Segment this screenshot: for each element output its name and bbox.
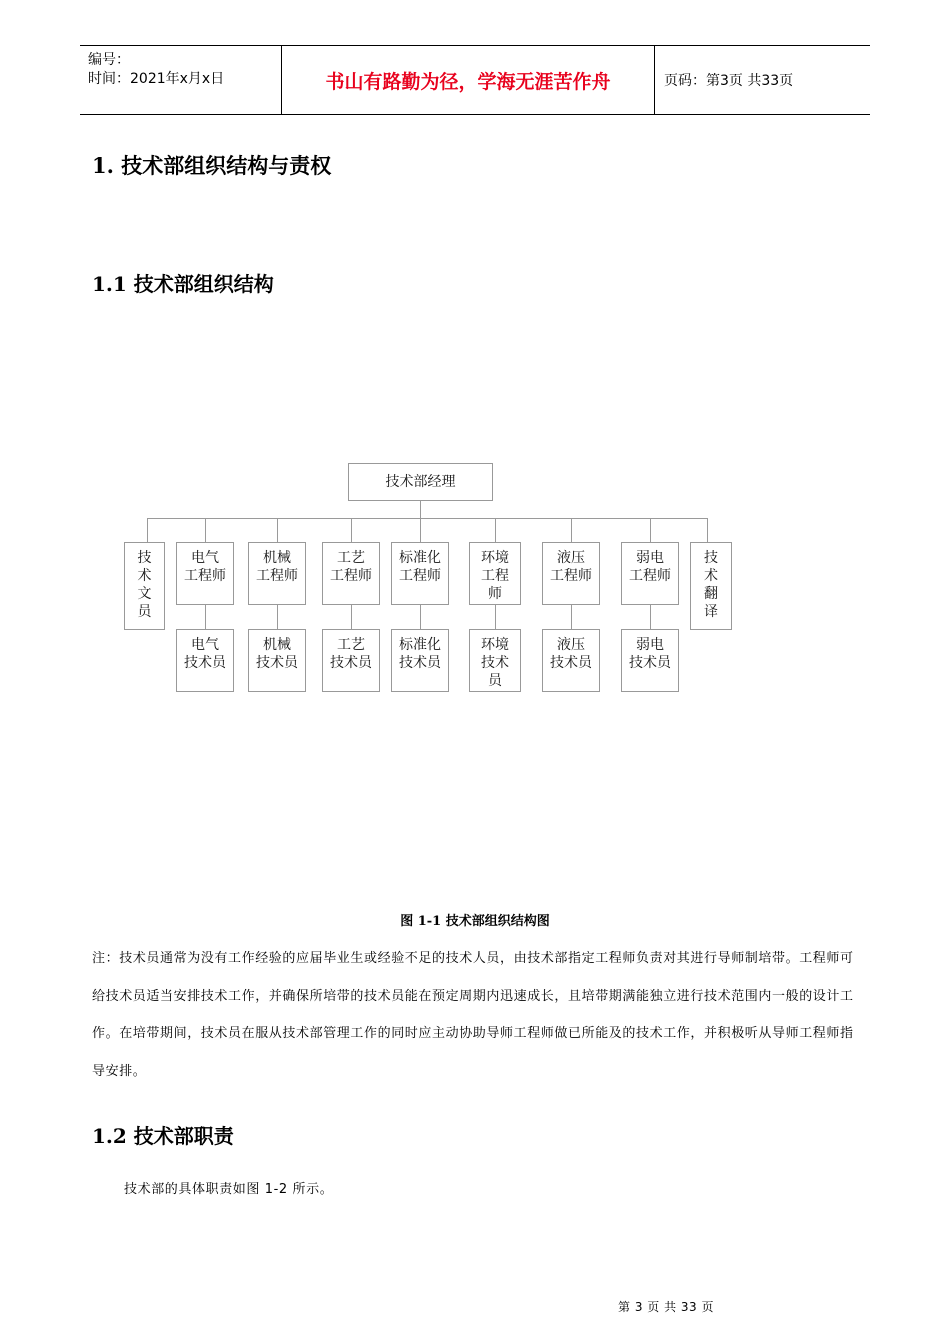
page-header [80, 45, 870, 115]
org-node-engineer: 标准化 工程师 [391, 542, 449, 605]
org-node-clerk: 技 术 文 员 [124, 542, 165, 630]
document-time-label: 时间：2021年x月x日 [88, 71, 225, 87]
connector-line [205, 518, 206, 543]
connector-line [420, 518, 421, 543]
org-node-technician: 电气 技术员 [176, 629, 234, 692]
org-node-technician: 工艺 技术员 [322, 629, 380, 692]
header-meta-cell [80, 46, 280, 114]
connector-line [420, 500, 421, 518]
header-page-info: 页码：第3页 共33页 [664, 73, 794, 89]
connector-line [650, 604, 651, 630]
org-node-engineer: 电气 工程师 [176, 542, 234, 605]
connector-line [495, 518, 496, 543]
section-heading-1-1: 1.1 技术部组织结构 [92, 272, 274, 296]
org-node-engineer: 工艺 工程师 [322, 542, 380, 605]
connector-line [650, 518, 651, 543]
org-node-engineer: 弱电 工程师 [621, 542, 679, 605]
org-node-engineer: 液压 工程师 [542, 542, 600, 605]
connector-line [277, 518, 278, 543]
connector-line [147, 518, 148, 543]
figure-caption: 图 1-1 技术部组织结构图 [400, 914, 550, 929]
org-node-translator: 技 术 翻 译 [690, 542, 732, 630]
org-node-technician: 环境 技术 员 [469, 629, 521, 692]
connector-line [420, 604, 421, 630]
org-node-technician: 标准化 技术员 [391, 629, 449, 692]
duties-paragraph: 技术部的具体职责如图 1-2 所示。 [124, 1182, 334, 1197]
header-motto: 书山有路勤为径，学海无涯苦作舟 [325, 70, 611, 93]
connector-line [277, 604, 278, 630]
connector-line [571, 604, 572, 630]
document-number-label: 编号： [88, 52, 130, 68]
page-footer: 第 3 页 共 33 页 [618, 1300, 714, 1314]
connector-line [351, 518, 352, 543]
org-node-manager: 技术部经理 [348, 463, 493, 501]
connector-line [351, 604, 352, 630]
org-node-technician: 弱电 技术员 [621, 629, 679, 692]
connector-line [571, 518, 572, 543]
org-node-engineer: 机械 工程师 [248, 542, 306, 605]
org-node-engineer: 环境 工程 师 [469, 542, 521, 605]
section-heading-1: 1. 技术部组织结构与责权 [92, 153, 332, 178]
header-divider [654, 46, 655, 114]
connector-line [205, 604, 206, 630]
connector-line [707, 518, 708, 543]
note-paragraph: 注：技术员通常为没有工作经验的应届毕业生或经验不足的技术人员，由技术部指定工程师负责对其进行导师制培带。工程师可给技术员适当安排技术工作，并确保所培带的技术员能在预定周期内迅速成长，且培带期满能独立进行技术范围内一般的设计工作。在培带期间，技术员在服从技术部管理工作的同时应主动协助导师工程师做已所能及的技术工作，并积极听从导师工程师指导安排。 [92, 951, 854, 1079]
org-node-technician: 机械 技术员 [248, 629, 306, 692]
connector-line [495, 604, 496, 630]
section-heading-1-2: 1.2 技术部职责 [92, 1124, 234, 1148]
connector-line [147, 518, 707, 519]
org-node-technician: 液压 技术员 [542, 629, 600, 692]
